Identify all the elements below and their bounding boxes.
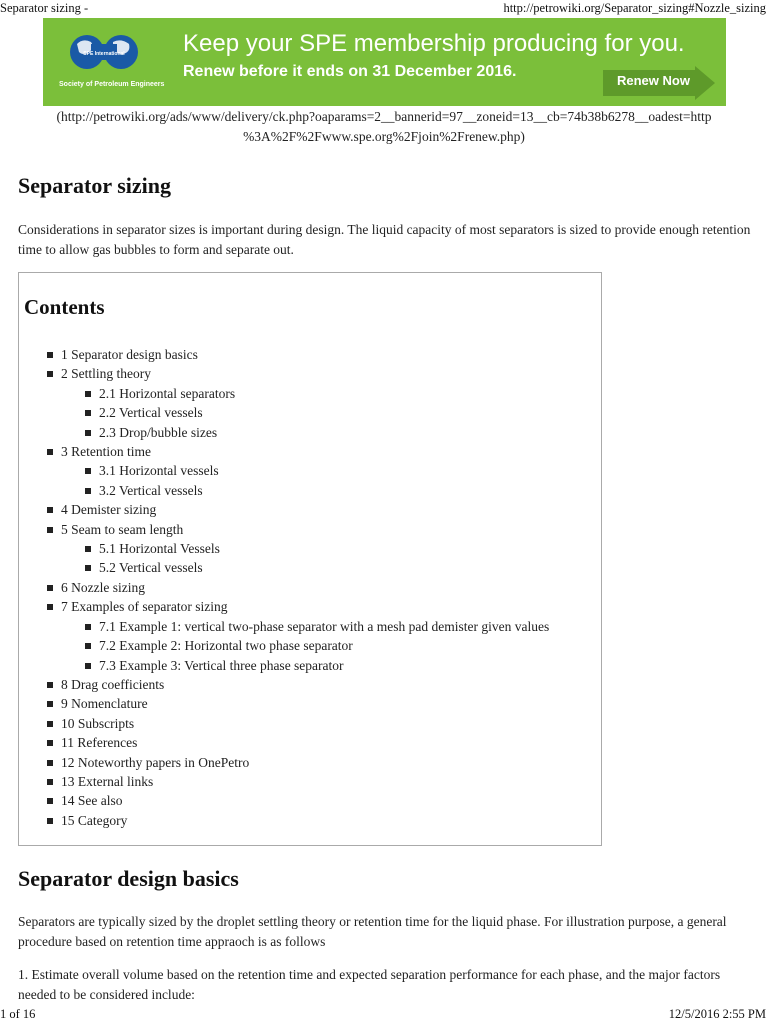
ad-link[interactable] (0, 107, 768, 147)
table-of-contents (18, 272, 602, 846)
section-paragraph: Separators are typically sized by the droplet settling theory or retention time for the liquid phase. For illustration purpose, a general procedure based on retention time appraoch is as follows (18, 914, 727, 949)
ad-link-line-1: (http://petrowiki.org/ads/www/delivery/ck.php?oaparams=2__bannerid=97__zoneid=13__cb=74b38b6278__oadest=http (56, 109, 712, 124)
toc-item[interactable]: 8 Drag coefficients (47, 675, 549, 694)
spe-logo-text: SPE International (83, 51, 125, 57)
toc-heading: Contents (24, 295, 105, 319)
toc-item[interactable]: 6 Nozzle sizing (47, 578, 549, 597)
toc-subitem[interactable]: 7.3 Example 3: Vertical three phase separator (85, 656, 549, 675)
toc-subitem[interactable]: 3.1 Horizontal vessels (85, 461, 549, 480)
toc-item[interactable]: 9 Nomenclature (47, 694, 549, 713)
toc-item[interactable]: 13 External links (47, 772, 549, 791)
toc-item[interactable]: 14 See also (47, 791, 549, 810)
page-title: Separator sizing (18, 173, 171, 198)
toc-item[interactable]: 7 Examples of separator sizing (47, 597, 549, 616)
intro-paragraph: Considerations in separator sizes is important during design. The liquid capacity of most separators is sized to provide enough retention time to allow gas bubbles to form and separate out. (18, 222, 751, 257)
ad-link-line-2: %3A%2F%2Fwww.spe.org%2Fjoin%2Frenew.php) (243, 129, 525, 144)
toc-subitem[interactable]: 5.1 Horizontal Vessels (85, 539, 549, 558)
toc-item[interactable]: 1 Separator design basics (47, 345, 549, 364)
toc-item[interactable]: 5 Seam to seam length (47, 520, 549, 539)
toc-subitem[interactable]: 2.3 Drop/bubble sizes (85, 423, 549, 442)
toc-subitem[interactable]: 5.2 Vertical vessels (85, 558, 549, 577)
section-heading: Separator design basics (18, 866, 239, 891)
toc-item[interactable]: 3 Retention time (47, 442, 549, 461)
print-header-url[interactable]: http://petrowiki.org/Separator_sizing#Nozzle_sizing (503, 1, 766, 15)
toc-subitem[interactable]: 7.1 Example 1: vertical two-phase separator with a mesh pad demister given values (85, 617, 549, 636)
toc-item[interactable]: 11 References (47, 733, 549, 752)
toc-subitem[interactable]: 2.2 Vertical vessels (85, 403, 549, 422)
banner-subline: Renew before it ends on 31 December 2016. (183, 63, 517, 80)
toc-subitem[interactable]: 7.2 Example 2: Horizontal two phase separator (85, 636, 549, 655)
spe-logo-caption: Society of Petroleum Engineers (59, 81, 165, 88)
toc-item[interactable]: 4 Demister sizing (47, 500, 549, 519)
toc-subitem[interactable]: 2.1 Horizontal separators (85, 384, 549, 403)
print-footer-datetime: 12/5/2016 2:55 PM (668, 1007, 766, 1021)
toc-item[interactable]: 2 Settling theory (47, 364, 549, 383)
renew-now-button[interactable] (603, 66, 715, 100)
renew-now-label: Renew Now (617, 73, 690, 88)
toc-item[interactable]: 15 Category (47, 811, 549, 830)
toc-item[interactable]: 12 Noteworthy papers in OnePetro (47, 753, 549, 772)
toc-item[interactable]: 10 Subscripts (47, 714, 549, 733)
banner-headline: Keep your SPE membership producing for you. (183, 30, 685, 57)
section-paragraph-step-1: 1. Estimate overall volume based on the retention time and expected separation performance for each phase, and the major factors needed to be considered include: (18, 967, 721, 1002)
print-header-title: Separator sizing - (0, 1, 89, 15)
toc-list (47, 345, 549, 830)
ad-banner[interactable] (43, 18, 726, 106)
toc-subitem[interactable]: 3.2 Vertical vessels (85, 481, 549, 500)
print-footer-page: 1 of 16 (0, 1007, 36, 1021)
